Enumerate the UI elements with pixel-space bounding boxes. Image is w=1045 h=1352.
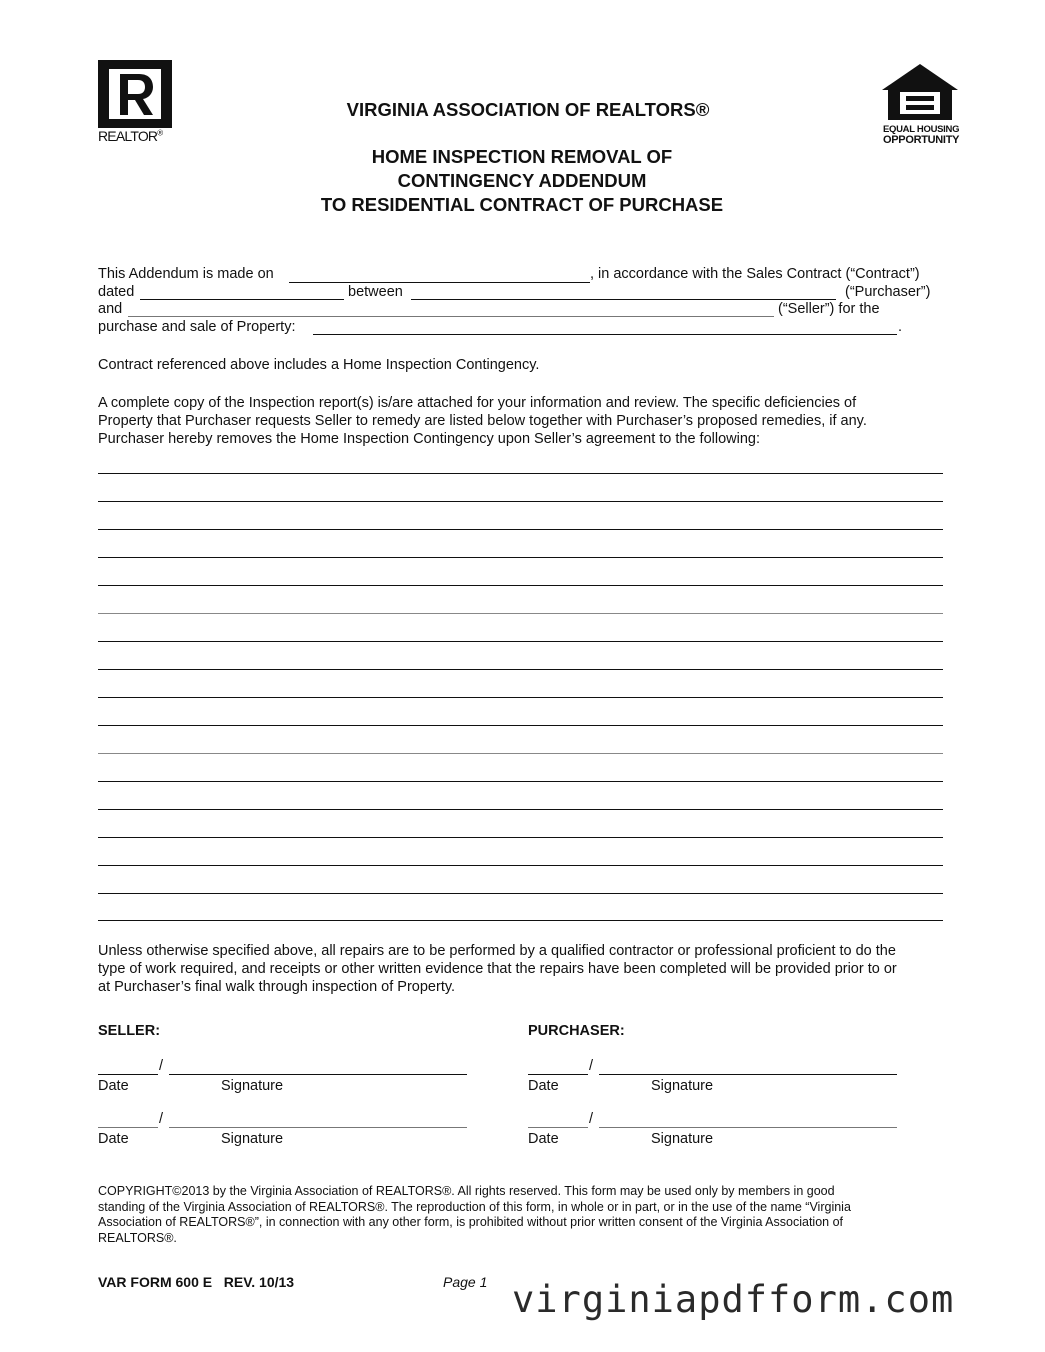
registered-mark: ®	[157, 128, 163, 138]
intro-line2-mid: between	[348, 284, 403, 300]
remedy-line-15[interactable]	[98, 865, 943, 866]
copyright-line: Association of REALTORS®”, in connection with any other form, is prohibited without prior written consent of the Virginia Association of	[98, 1215, 843, 1229]
copyright-notice	[98, 1184, 851, 1246]
signature-label: Signature	[651, 1131, 714, 1147]
purchaser-date-field-2[interactable]	[528, 1127, 588, 1128]
slash: /	[589, 1058, 594, 1074]
slash: /	[159, 1058, 164, 1074]
remedy-line-10[interactable]	[98, 725, 943, 726]
slash: /	[159, 1111, 164, 1127]
slash: /	[589, 1111, 594, 1127]
date-label: Date	[98, 1078, 129, 1094]
copyright-line: COPYRIGHT©2013 by the Virginia Association of REALTORS®. All rights reserved. This form may be used only by members in good	[98, 1184, 835, 1198]
inspection-paragraph-line: A complete copy of the Inspection report(s) is/are attached for your information and review. The specific deficiencies of	[98, 395, 857, 411]
seller-signature-field-2[interactable]	[169, 1127, 467, 1128]
purchaser-signature-field-2[interactable]	[599, 1127, 897, 1128]
realtor-logo	[98, 60, 198, 150]
form-title-line3: TO RESIDENTIAL CONTRACT OF PURCHASE	[320, 194, 724, 215]
remedy-line-5[interactable]	[98, 585, 943, 586]
intro-line3-prefix: and	[98, 301, 123, 317]
realtor-wordmark: REALTOR	[98, 128, 158, 144]
seller-name-field[interactable]	[128, 316, 774, 317]
remedy-line-4[interactable]	[98, 557, 943, 558]
remedy-line-14[interactable]	[98, 837, 943, 838]
realtor-r-icon	[98, 60, 172, 128]
remedy-line-13[interactable]	[98, 809, 943, 810]
seller-signature-field-1[interactable]	[169, 1074, 467, 1075]
intro-line4-suffix: .	[898, 319, 903, 335]
remedy-line-1[interactable]	[98, 473, 943, 474]
date-label: Date	[528, 1131, 559, 1147]
form-title-line2: CONTINGENCY ADDENDUM	[397, 170, 647, 191]
equal-housing-text-1: EQUAL HOUSING	[883, 124, 960, 135]
remedy-line-9[interactable]	[98, 697, 943, 698]
remedy-line-11[interactable]	[98, 753, 943, 754]
repairs-paragraph-line: at Purchaser’s final walk through inspection of Property.	[98, 979, 456, 995]
remedy-line-8[interactable]	[98, 669, 943, 670]
seller-heading: SELLER:	[98, 1023, 161, 1039]
inspection-paragraph-line: Property that Purchaser requests Seller to remedy are listed below together with Purchaser’s proposed remedies, if any.	[98, 413, 867, 429]
copyright-line: standing of the Virginia Association of REALTORS®. The reproduction of this form, in whole or in part, or in the use of the name “Virginia	[98, 1199, 851, 1214]
intro-line3-suffix: (“Seller”) for the	[778, 301, 880, 317]
watermark: virginiapdfform.com	[512, 1278, 955, 1321]
inspection-paragraph-line: Purchaser hereby removes the Home Inspection Contingency upon Seller’s agreement to the following:	[98, 431, 761, 447]
equal-housing-icon	[880, 62, 960, 122]
intro-line4-prefix: purchase and sale of Property:	[98, 319, 296, 335]
signature-label: Signature	[651, 1078, 714, 1094]
date-label: Date	[98, 1131, 129, 1147]
seller-date-field-1[interactable]	[98, 1074, 158, 1075]
intro-line2-suffix: (“Purchaser”)	[845, 284, 931, 300]
remedy-line-7[interactable]	[98, 641, 943, 642]
org-title: VIRGINIA ASSOCIATION OF REALTORS®	[346, 99, 710, 120]
remedy-line-17[interactable]	[98, 920, 943, 921]
equal-housing-logo	[880, 62, 962, 152]
repairs-paragraph-line: Unless otherwise specified above, all repairs are to be performed by a qualified contractor or professional proficient to do the	[98, 943, 896, 959]
remedy-line-2[interactable]	[98, 501, 943, 502]
contingency-statement: Contract referenced above includes a Home Inspection Contingency.	[98, 357, 540, 373]
form-title-line1: HOME INSPECTION REMOVAL OF	[371, 146, 673, 167]
remedy-line-12[interactable]	[98, 781, 943, 782]
signature-label: Signature	[221, 1078, 284, 1094]
intro-line1-suffix: , in accordance with the Sales Contract (“Contract”)	[590, 266, 920, 282]
intro-line1-prefix: This Addendum is made on	[98, 266, 274, 282]
intro-line2-prefix: dated	[98, 284, 135, 300]
date-label: Date	[528, 1078, 559, 1094]
form-id: VAR FORM 600 E REV. 10/13	[98, 1274, 295, 1290]
repairs-paragraph-line: type of work required, and receipts or other written evidence that the repairs have been completed will be provided prior to or	[98, 961, 897, 977]
equal-housing-text-2: OPPORTUNITY	[883, 134, 960, 146]
property-address-field[interactable]	[313, 334, 897, 335]
signature-label: Signature	[221, 1131, 284, 1147]
remedy-line-16[interactable]	[98, 893, 943, 894]
purchaser-heading: PURCHASER:	[528, 1023, 625, 1039]
purchaser-signature-field-1[interactable]	[599, 1074, 897, 1075]
copyright-line: REALTORS®.	[98, 1230, 177, 1245]
remedy-line-6[interactable]	[98, 613, 943, 614]
seller-date-field-2[interactable]	[98, 1127, 158, 1128]
remedy-line-3[interactable]	[98, 529, 943, 530]
contract-date-field[interactable]	[140, 299, 344, 300]
purchaser-name-field[interactable]	[411, 299, 836, 300]
addendum-date-field[interactable]	[289, 282, 590, 283]
page-number: Page 1	[443, 1274, 488, 1290]
purchaser-date-field-1[interactable]	[528, 1074, 588, 1075]
